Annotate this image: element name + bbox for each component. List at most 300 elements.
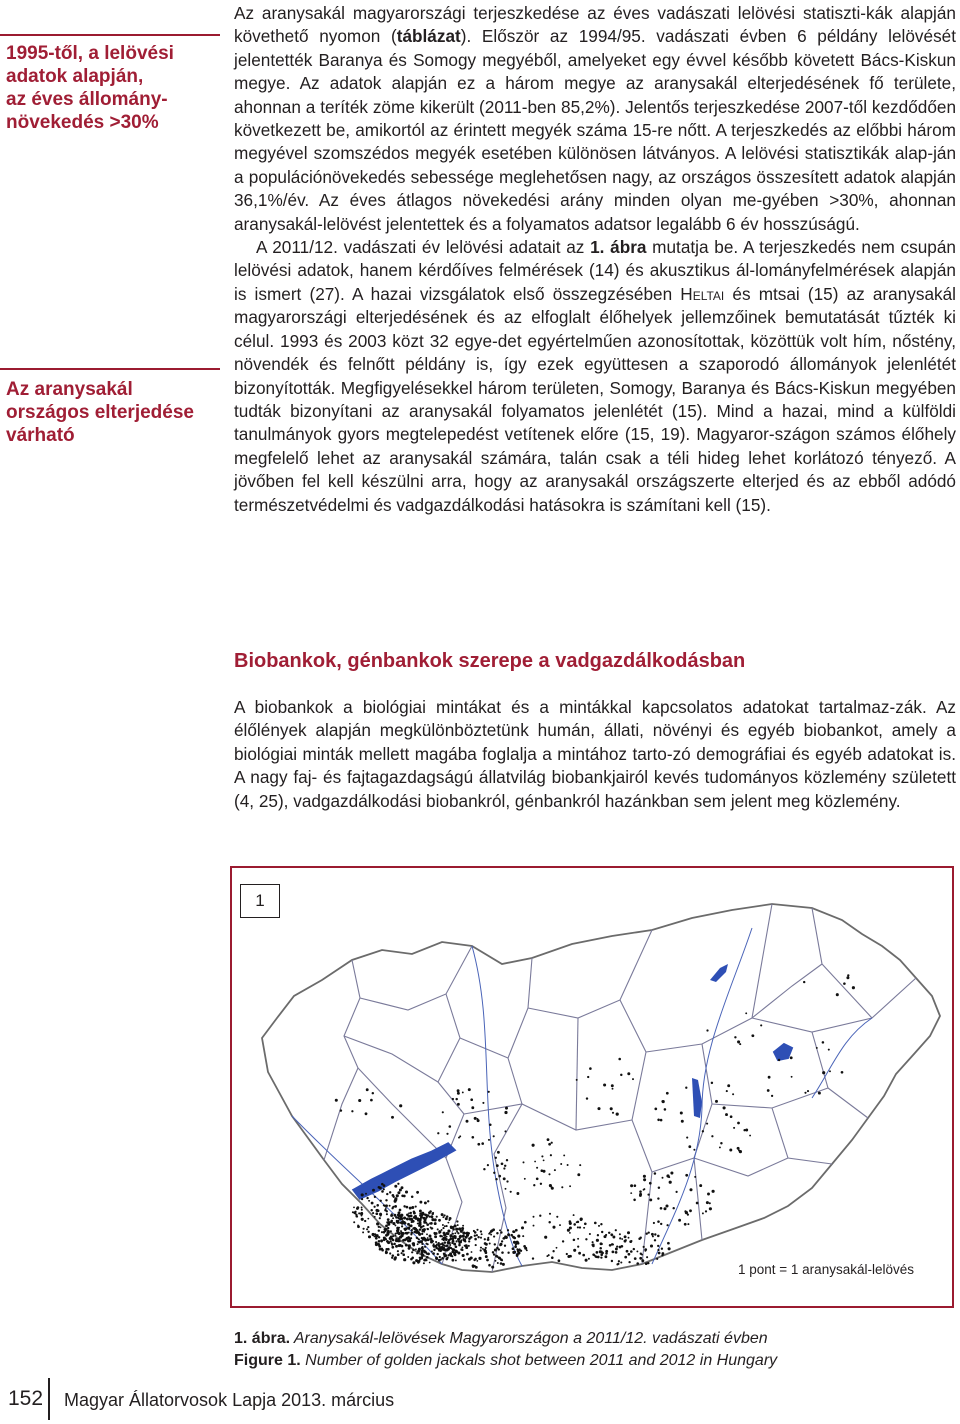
shooting-dot: [423, 1259, 426, 1262]
shooting-dot: [444, 1254, 447, 1257]
shooting-dot: [391, 1207, 393, 1209]
shooting-dot: [446, 1249, 449, 1252]
shooting-dot: [496, 1232, 498, 1234]
shooting-dot: [546, 1255, 548, 1257]
shooting-dot: [391, 1243, 393, 1245]
shooting-dot: [688, 1145, 691, 1148]
paragraph-biobanks: A biobankok a biológiai mintákat és a mintákkal kapcsolatos adatokat tartalmaz-zák. Az élőlények alapján megkülönböztetünk humán, állati, növényi és egyéb biobankot, amely a biológiai minták mellett magába foglalja a mintához tarto-zó demográfiai és egyéb adatokat is. A nagy faj- és fajtagazdagságú állatvilág biobankjairól kevés tudományos közlemény született (4, 25), vadgazdálkodási biobankról, génbankról hazánkban sem jelent meg közlemény.: [234, 697, 956, 811]
shooting-dot: [737, 1122, 740, 1125]
shooting-dot: [461, 1227, 464, 1230]
shooting-dot: [549, 1213, 551, 1215]
shooting-dot: [435, 1232, 438, 1235]
shooting-dot: [569, 1185, 571, 1187]
shooting-dot: [491, 1266, 494, 1269]
shooting-dot: [634, 1184, 637, 1187]
shooting-dot: [401, 1225, 403, 1227]
shooting-dot: [601, 1231, 603, 1233]
shooting-dot: [391, 1116, 394, 1119]
shooting-dot: [421, 1247, 423, 1249]
shooting-dot: [474, 1235, 476, 1237]
shooting-dot: [620, 1261, 622, 1263]
shooting-dot: [500, 1231, 502, 1233]
shooting-dot: [654, 1233, 656, 1235]
shooting-dot: [705, 1210, 707, 1212]
shooting-dot: [616, 1113, 619, 1116]
shooting-dot: [492, 1251, 494, 1253]
shooting-dot: [453, 1235, 455, 1237]
shooting-dot: [647, 1262, 649, 1264]
danube-bend-water: [710, 964, 728, 982]
shooting-dot: [372, 1212, 374, 1214]
shooting-dot: [395, 1216, 397, 1218]
shooting-dot: [370, 1099, 373, 1102]
shooting-dot: [452, 1228, 455, 1231]
lake-tisza: [774, 1044, 792, 1060]
shooting-dot: [514, 1251, 516, 1253]
shooting-dot: [411, 1229, 413, 1231]
shooting-dot: [636, 1250, 638, 1252]
shooting-dot: [615, 1248, 618, 1251]
shooting-dot: [489, 1242, 491, 1244]
shooting-dot: [421, 1233, 423, 1235]
shooting-dot: [430, 1227, 432, 1229]
shooting-dot: [401, 1252, 403, 1254]
shooting-dot: [379, 1217, 381, 1219]
shooting-dot: [636, 1262, 639, 1265]
shooting-dot: [421, 1243, 423, 1245]
shooting-dot: [364, 1220, 366, 1222]
shooting-dot: [393, 1243, 396, 1246]
shooting-dot: [577, 1238, 579, 1240]
shooting-dot: [476, 1229, 478, 1231]
shooting-dot: [403, 1258, 406, 1261]
shooting-dot: [646, 1256, 648, 1258]
shooting-dot: [408, 1215, 411, 1218]
shooting-dot: [596, 1251, 599, 1254]
shooting-dot: [657, 1249, 659, 1251]
shooting-dot: [739, 1043, 741, 1045]
shooting-dot: [665, 1204, 668, 1207]
shooting-dot: [576, 1079, 578, 1081]
shooting-dot: [803, 981, 805, 983]
shooting-dot: [573, 1214, 575, 1216]
shooting-dot: [368, 1200, 370, 1202]
shooting-dot: [489, 1123, 492, 1126]
shooting-dot: [441, 1229, 443, 1231]
shooting-dot: [694, 1176, 696, 1178]
shooting-dot: [456, 1220, 458, 1222]
shooting-dot: [628, 1253, 631, 1256]
shooting-dot: [413, 1216, 415, 1218]
shooting-dot: [662, 1177, 664, 1179]
shooting-dot: [448, 1219, 450, 1221]
shooting-dot: [449, 1244, 451, 1246]
shooting-dot: [399, 1240, 401, 1242]
shooting-dot: [361, 1198, 363, 1200]
shooting-dot: [666, 1174, 669, 1177]
shooting-dot: [760, 1024, 762, 1026]
shooting-dot: [577, 1246, 579, 1248]
shooting-dot: [433, 1249, 435, 1251]
shooting-dot: [404, 1222, 407, 1225]
shooting-dot: [503, 1167, 505, 1169]
shooting-dot: [662, 1252, 665, 1255]
shooting-dot: [356, 1215, 358, 1217]
margin-note-growth: 1995-től, a lelövési adatok alapján, az éves állomány- növekedés >30%: [6, 43, 174, 133]
shooting-dot: [389, 1252, 391, 1254]
figure-caption-en: [234, 1350, 777, 1372]
shooting-dot: [616, 1263, 618, 1265]
shooting-dot: [611, 1260, 613, 1262]
shooting-dot: [462, 1235, 465, 1238]
shooting-dot: [468, 1088, 471, 1091]
shooting-dot: [430, 1222, 433, 1225]
shooting-dot: [452, 1233, 454, 1235]
shooting-dot: [693, 1149, 695, 1151]
shooting-dot: [639, 1194, 642, 1197]
shooting-dot: [387, 1231, 390, 1234]
body-text-section: [234, 696, 956, 813]
shooting-dot: [442, 1111, 444, 1113]
shooting-dot: [685, 1087, 687, 1089]
shooting-dot: [524, 1247, 527, 1250]
shooting-dot: [408, 1244, 411, 1247]
shooting-dot: [477, 1119, 480, 1122]
shooting-dot: [418, 1232, 421, 1235]
shooting-dot: [481, 1142, 484, 1145]
shooting-dot: [506, 1180, 508, 1182]
shooting-dot: [589, 1233, 591, 1235]
shooting-dot: [361, 1215, 363, 1217]
shooting-dot: [394, 1185, 397, 1188]
shooting-dot: [544, 1236, 547, 1239]
shooting-dot: [583, 1227, 585, 1229]
shooting-dot: [419, 1257, 421, 1259]
shooting-dot: [702, 1212, 704, 1214]
shooting-dot: [612, 1112, 614, 1114]
shooting-dot: [712, 1190, 715, 1193]
shooting-dot: [599, 1247, 602, 1250]
table-reference: táblázat: [396, 26, 461, 47]
shooting-dot: [495, 1178, 497, 1180]
shooting-dot: [689, 1209, 692, 1212]
shooting-dot: [419, 1228, 421, 1230]
shooting-dot: [416, 1191, 419, 1194]
shooting-dot: [423, 1228, 426, 1231]
shooting-dot: [471, 1106, 474, 1109]
shooting-dot: [454, 1232, 456, 1234]
shooting-dot: [411, 1251, 413, 1253]
shooting-dot: [411, 1206, 414, 1209]
shooting-dot: [521, 1226, 524, 1229]
shooting-dot: [603, 1083, 606, 1086]
shooting-dot: [573, 1223, 576, 1226]
shooting-dot: [455, 1098, 457, 1100]
shooting-dot: [548, 1173, 550, 1175]
shooting-dot: [699, 1184, 702, 1187]
shooting-dot: [660, 1207, 663, 1210]
shooting-dot: [578, 1252, 581, 1255]
shooting-dot: [611, 1243, 614, 1246]
shooting-dot: [577, 1226, 579, 1228]
shooting-dot: [421, 1237, 423, 1239]
shooting-dot: [720, 1142, 722, 1144]
shooting-dot: [495, 1157, 497, 1159]
figure-reference: 1. ábra: [590, 237, 647, 258]
shooting-dot: [423, 1250, 425, 1252]
shooting-dot: [358, 1099, 361, 1102]
shooting-dot: [669, 1181, 672, 1184]
shooting-dot: [372, 1189, 375, 1192]
shooting-dot: [366, 1197, 368, 1199]
shooting-dot: [410, 1212, 412, 1214]
shooting-dot: [397, 1253, 400, 1256]
shooting-dot: [417, 1219, 420, 1222]
shooting-dot: [412, 1243, 414, 1245]
shooting-dot: [391, 1238, 393, 1240]
shooting-dot: [444, 1225, 446, 1227]
shooting-dot: [442, 1244, 444, 1246]
shooting-dot: [829, 1070, 831, 1072]
shooting-dot: [365, 1193, 367, 1195]
shooting-dot: [487, 1164, 489, 1166]
shooting-dot: [397, 1183, 399, 1185]
shooting-dot: [464, 1245, 466, 1247]
shooting-dot: [395, 1245, 398, 1248]
shooting-dot: [470, 1256, 473, 1259]
shooting-dot: [465, 1246, 468, 1249]
shooting-dot: [390, 1230, 392, 1232]
county-boundaries: [324, 904, 916, 1272]
shooting-dot: [791, 1076, 793, 1078]
shooting-dot: [419, 1201, 422, 1204]
shooting-dot: [385, 1250, 387, 1252]
shooting-dot: [462, 1091, 464, 1093]
shooting-dot: [552, 1226, 555, 1229]
shooting-dot: [689, 1188, 692, 1191]
shooting-dot: [373, 1206, 375, 1208]
shooting-dot: [687, 1223, 689, 1225]
shooting-dot: [463, 1258, 465, 1260]
shooting-dot: [392, 1222, 395, 1225]
shooting-dot: [597, 1234, 599, 1236]
shooting-dot: [396, 1220, 398, 1222]
shooting-dot: [432, 1252, 435, 1255]
shooting-dot: [446, 1244, 449, 1247]
shooting-dot: [649, 1182, 652, 1185]
shooting-dot: [648, 1231, 650, 1233]
shooting-dot: [658, 1252, 661, 1255]
shooting-dot: [588, 1258, 590, 1260]
shooting-dot: [381, 1231, 383, 1233]
shooting-dot: [658, 1187, 660, 1189]
shooting-dot: [522, 1235, 524, 1237]
shooting-dot: [365, 1112, 368, 1115]
shooting-dot: [715, 1100, 718, 1103]
shooting-dot: [361, 1207, 363, 1209]
shooting-dot: [487, 1238, 490, 1241]
shooting-dot: [771, 1095, 773, 1097]
shooting-dot: [370, 1209, 372, 1211]
shooting-dot: [472, 1264, 475, 1267]
shooting-dot: [597, 1107, 600, 1110]
shooting-dot: [446, 1225, 448, 1227]
shooting-dot: [630, 1192, 632, 1194]
shooting-dot: [612, 1088, 614, 1090]
shooting-dot: [451, 1235, 453, 1237]
shooting-dot: [493, 1253, 495, 1255]
shooting-dot: [383, 1231, 386, 1234]
shooting-dot: [390, 1240, 392, 1242]
shooting-dot: [505, 1236, 508, 1239]
shooting-dot: [420, 1217, 422, 1219]
caption-label: Figure 1.: [234, 1352, 301, 1369]
shooting-dot: [675, 1191, 677, 1193]
shooting-dot: [579, 1164, 581, 1166]
shooting-dot: [480, 1230, 482, 1232]
shooting-dot: [439, 1256, 441, 1258]
shooting-dot: [514, 1245, 517, 1248]
shooting-dot: [605, 1250, 608, 1253]
shooting-dot: [709, 1202, 711, 1204]
shooting-dot: [353, 1211, 356, 1214]
shooting-dot: [429, 1212, 431, 1214]
shooting-dot: [466, 1234, 469, 1237]
shooting-dot: [702, 1130, 704, 1132]
shooting-dot: [643, 1178, 646, 1181]
shooting-dot: [431, 1240, 434, 1243]
shooting-dot: [459, 1235, 462, 1238]
shooting-dot: [734, 1036, 736, 1038]
shooting-dot: [709, 1207, 712, 1210]
shooting-dot: [505, 1188, 507, 1190]
shooting-dot: [353, 1207, 355, 1209]
shooting-dot: [417, 1241, 419, 1243]
rivers: [292, 928, 872, 1266]
shooting-dot: [619, 1233, 621, 1235]
shooting-dot: [335, 1099, 338, 1102]
shooting-dot: [822, 1041, 825, 1044]
shooting-dot: [582, 1254, 585, 1257]
shooting-dot: [405, 1190, 408, 1193]
shooting-dot: [556, 1216, 558, 1218]
shooting-dot: [598, 1225, 600, 1227]
shooting-dot: [385, 1248, 387, 1250]
shooting-dot: [696, 1202, 699, 1205]
shooting-dot: [378, 1245, 381, 1248]
shooting-dot: [397, 1250, 399, 1252]
shooting-dot: [398, 1232, 401, 1235]
shooting-dot: [516, 1241, 519, 1244]
shooting-dot: [711, 1135, 713, 1137]
shooting-dot: [447, 1254, 449, 1256]
shooting-dot: [543, 1159, 545, 1161]
shooting-dot: [468, 1240, 470, 1242]
shooting-dot: [398, 1227, 400, 1229]
shooting-dot: [401, 1245, 404, 1248]
shooting-dot: [372, 1233, 375, 1236]
shooting-dot: [436, 1216, 438, 1218]
shooting-dot: [442, 1224, 444, 1226]
shooting-dot: [670, 1171, 673, 1174]
shooting-dot: [804, 1092, 806, 1094]
hungary-map: [232, 868, 952, 1306]
shooting-dot: [490, 1234, 492, 1236]
shooting-dot: [726, 1090, 728, 1092]
shooting-dot: [497, 1151, 500, 1154]
shooting-dot: [438, 1259, 441, 1262]
shooting-dot: [410, 1232, 412, 1234]
shooting-dot: [400, 1230, 402, 1232]
shooting-dot: [407, 1227, 410, 1230]
shooting-dot: [420, 1240, 423, 1243]
shooting-dot: [513, 1241, 516, 1244]
shooting-dot: [454, 1224, 457, 1227]
shooting-dot: [668, 1247, 671, 1250]
shooting-dot: [400, 1216, 403, 1219]
shooting-dot: [465, 1233, 467, 1235]
shooting-dot: [435, 1241, 437, 1243]
shooting-dot: [641, 1254, 643, 1256]
shooting-dot: [412, 1249, 415, 1252]
shooting-dot: [457, 1238, 460, 1241]
shooting-dot: [600, 1256, 602, 1258]
shooting-dot: [654, 1172, 657, 1175]
shooting-dot: [807, 1090, 809, 1092]
shooting-dot: [626, 1250, 629, 1253]
shooting-dot: [612, 1251, 615, 1254]
shooting-dot: [367, 1231, 369, 1233]
shooting-dot: [656, 1258, 658, 1260]
shooting-dot: [739, 1150, 742, 1153]
shooting-dot: [457, 1089, 460, 1092]
shooting-dot: [499, 1243, 502, 1246]
shooting-dot: [737, 1147, 740, 1150]
shooting-dot: [498, 1248, 500, 1250]
shooting-dot: [541, 1155, 543, 1157]
shooting-dot: [573, 1239, 576, 1242]
shooting-dot: [569, 1232, 571, 1234]
text: Az aranysakál magyarországi terjeszkedése az éves vadászati lelövési statiszti-kák alapján követhető nyomon (: [234, 3, 956, 47]
shooting-dot: [463, 1239, 466, 1242]
shooting-dot: [586, 1097, 588, 1099]
shooting-dot: [518, 1252, 520, 1254]
shooting-dot: [551, 1142, 553, 1144]
shooting-dot: [443, 1232, 446, 1235]
shooting-dot: [474, 1117, 477, 1120]
shooting-dot: [397, 1214, 400, 1217]
shooting-dot: [374, 1216, 376, 1218]
shooting-dot: [559, 1224, 561, 1226]
shooting-dot: [493, 1135, 495, 1137]
shooting-dot: [395, 1235, 397, 1237]
figure-number: 1: [240, 884, 280, 918]
shooting-dot: [488, 1091, 490, 1093]
shooting-dot: [596, 1239, 599, 1242]
shooting-dot: [480, 1249, 482, 1251]
shooting-dot: [367, 1218, 369, 1220]
shooting-dot: [383, 1184, 386, 1187]
shooting-dot: [711, 1082, 713, 1084]
shooting-dot: [391, 1246, 394, 1249]
shooting-dot: [624, 1240, 627, 1243]
shooting-dot: [657, 1235, 660, 1238]
shooting-dot: [615, 1251, 618, 1254]
shooting-dot: [730, 1115, 733, 1118]
shooting-dot: [627, 1231, 630, 1234]
shooting-dot: [678, 1219, 681, 1222]
shooting-dot: [378, 1226, 380, 1228]
